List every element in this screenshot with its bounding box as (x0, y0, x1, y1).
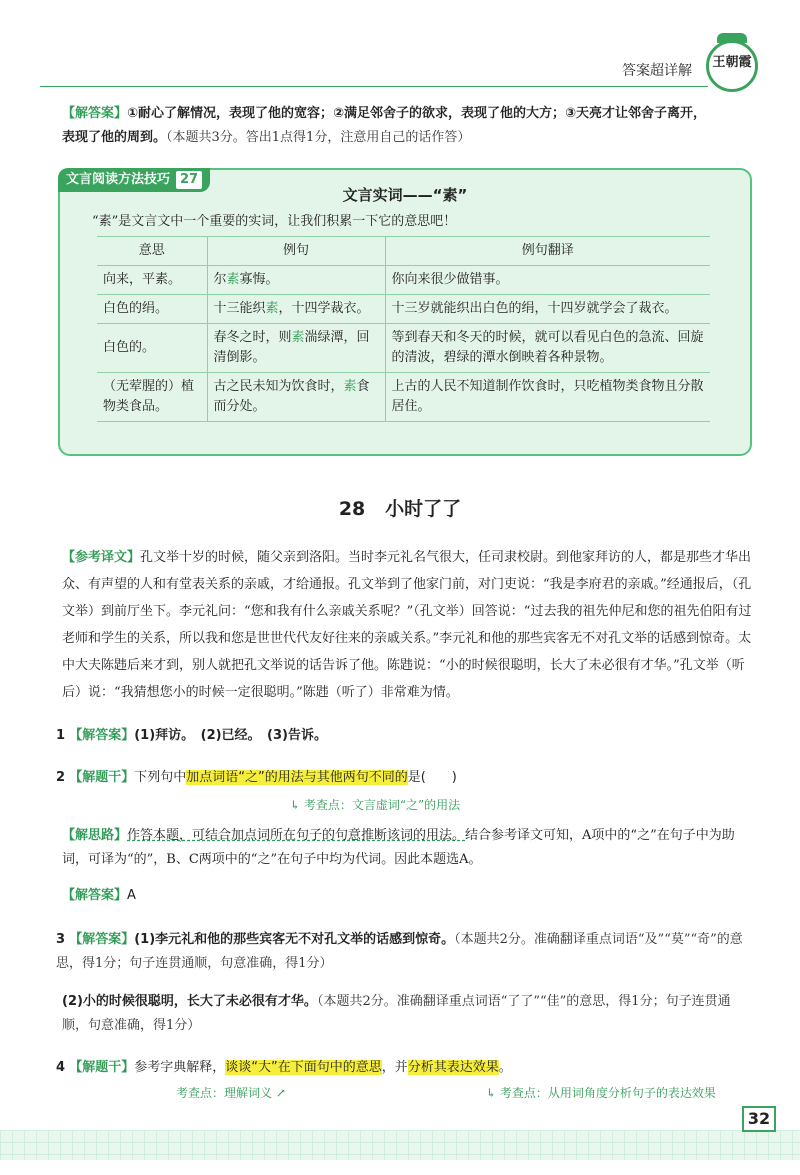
q1-number: 1 (56, 728, 66, 743)
header-divider (40, 86, 708, 87)
q2-pre: 下列句中 (134, 770, 187, 785)
q4-number: 4 (56, 1060, 66, 1075)
q2-annotation-text: 考查点：文言虚词“之”的用法 (303, 798, 461, 812)
tips-table (97, 236, 710, 422)
q2-answer-tag: 【解答案】 (62, 888, 128, 903)
annotation-arrow-icon: ↳ (290, 798, 304, 812)
q2-annotation (290, 796, 460, 813)
translation-text: 孔文举十岁的时候，随父亲到洛阳。当时李元礼名气很大，任司隶校尉。到他家拜访的人，都是那些才华出众、有声望的人和有堂表关系的亲戚，才给通报。孔文举到了他家门前，对门吏说：“我是李府君的亲戚。”经通报后，（孔文举）到前厅坐下。李元礼问：“您和我有什么亲戚关系呢？”（孔文举）回答说：“过去我的祖先仲尼和您的祖先伯阳有过老师和学生的关系，所以我和您是世世代代友好往来的亲戚关系。”李元礼和他的那些宾客无不对孔文举的话感到惊奇。太中大夫陈韪后来才到，别人就把孔文举说的话告诉了他。陈韪说：“小的时候很聪明，长大了未必很有才华。”孔文举（听后）说：“我猜想您小的时候一定很聪明。”陈韪（听了）非常难为情。 (62, 550, 752, 700)
header-title: 答案超详解 (622, 63, 692, 79)
q2-answer-value: A (127, 888, 136, 903)
q2-post: 是( ) (407, 770, 457, 785)
q4-post: 。 (498, 1060, 512, 1075)
prev-answer-text: ①耐心了解情况，表现了他的宽容；②满足邻舍子的欲求，表现了他的大方；③天亮才让邻舍子离开， (127, 106, 707, 121)
example-text: 古之民未知为饮食时， (213, 379, 344, 394)
row-translation: 等到春天和冬天的时候，就可以看见白色的急流、回旋的清波，碧绿的潭水倒映着各种景物。 (385, 324, 710, 373)
row-example (207, 324, 385, 373)
row-translation: 上古的人民不知道制作饮食时，只吃植物类食物且分散居住。 (385, 373, 710, 422)
tips-table-header (97, 237, 710, 266)
row-example (207, 295, 385, 324)
example-text: 十三能织 (213, 301, 266, 316)
tips-tab-number: 27 (176, 171, 202, 189)
question-2 (56, 766, 746, 790)
q4-mid: ，并 (381, 1060, 408, 1075)
q1-tag: 【解答案】 (69, 728, 135, 743)
question-1 (56, 724, 746, 748)
q4-annotation-2-text: 考查点：从用词角度分析句子的表达效果 (499, 1086, 716, 1100)
question-3 (56, 928, 756, 976)
q4-tag: 【解题干】 (69, 1060, 135, 1075)
q3-tag: 【解答案】 (69, 932, 135, 947)
brand-logo (706, 40, 758, 92)
prev-answer (62, 102, 752, 150)
example-text: 尔 (213, 272, 227, 287)
q2-thought-underlined: 作答本题，可结合加点词所在句子的句意推断该词的用法。 (127, 828, 466, 843)
q2-highlight: 加点词语“之”的用法与其他两句不同的 (186, 770, 408, 785)
footer-grid-strip (0, 1130, 800, 1160)
row-meaning: 白色的绢。 (97, 295, 207, 324)
logo-text: 王朝霞 (712, 55, 752, 70)
example-text: 春冬之时，则 (213, 330, 292, 345)
tips-tab-label: 文言阅读方法技巧 (66, 172, 171, 187)
q4-highlight-1: 谈谈“大”在下面句中的意思 (225, 1060, 382, 1075)
example-keyword: 素 (291, 330, 305, 345)
tips-intro: “素”是文言文中一个重要的实词，让我们积累一下它的意思吧！ (92, 214, 457, 229)
q2-thought (62, 824, 752, 872)
q4-annotation-2 (486, 1084, 716, 1101)
q4-annotation-1 (176, 1084, 286, 1101)
col-header-translation: 例句翻译 (385, 237, 710, 266)
q2-number: 2 (56, 770, 66, 785)
row-example (207, 373, 385, 422)
prev-answer-note: （本题共3分。答出1点得1分，注意用自己的话作答） (166, 130, 471, 145)
annotation-arrow-icon: ↳ (486, 1086, 500, 1100)
tips-title: 文言实词——“素” (342, 186, 468, 204)
example-keyword: 素 (265, 301, 279, 316)
q2-thought-tag: 【解思路】 (62, 828, 128, 843)
q3-answer-1: (1)李元礼和他的那些宾客无不对孔文举的话感到惊奇。 (134, 932, 455, 947)
row-translation: 你向来很少做错事。 (385, 266, 710, 295)
section-title (0, 494, 800, 521)
q4-annotation-1-text: 考查点：理解词义 (176, 1086, 273, 1100)
prev-answer-tag: 【解答案】 (62, 106, 128, 121)
q2-tag: 【解题干】 (69, 770, 135, 785)
row-meaning: （无荤腥的）植物类食品。 (97, 373, 207, 422)
example-keyword: 素 (226, 272, 240, 287)
q4-highlight-2: 分析其表达效果 (407, 1060, 499, 1075)
q1-answer: (1)拜访。 (2)已经。 (3)告诉。 (134, 728, 327, 743)
q3-note-2: （本题共2分。准确翻译重点词语“了了”“佳”的意思，得1分；句子连贯通顺，句意准确，得1分） (62, 994, 731, 1033)
example-text: 湍绿潭，回清倒影。 (213, 330, 370, 365)
table-row (97, 324, 710, 373)
q4-pre: 参考字典解释， (134, 1060, 226, 1075)
q3-answer-2: (2)小的时候很聪明，长大了未必很有才华。 (62, 994, 317, 1009)
q3-number: 3 (56, 932, 66, 947)
example-text: ，十四学裁衣。 (278, 301, 370, 316)
col-header-example: 例句 (207, 237, 385, 266)
row-meaning: 白色的。 (97, 324, 207, 373)
page-number: 32 (742, 1106, 776, 1132)
col-header-meaning: 意思 (97, 237, 207, 266)
annotation-arrow-icon: ↗ (272, 1086, 286, 1100)
prev-answer-text2: 表现了他的周到。 (62, 130, 167, 145)
section-number: 28 (338, 498, 366, 520)
row-meaning: 向来，平素。 (97, 266, 207, 295)
q3-part-2 (62, 990, 752, 1038)
q2-answer (62, 884, 752, 908)
row-example (207, 266, 385, 295)
example-text: 寡悔。 (239, 272, 279, 287)
logo-cap-shape (717, 33, 747, 43)
example-keyword: 素 (343, 379, 357, 394)
example-text: 食而分处。 (213, 379, 370, 414)
row-translation: 十三岁就能织出白色的绢，十四岁就学会了裁衣。 (385, 295, 710, 324)
table-row (97, 373, 710, 422)
translation-tag: 【参考译文】 (62, 550, 141, 565)
q3-note-1: （本题共2分。准确翻译重点词语“及”“莫”“奇”的意思，得1分；句子连贯通顺，句意准确，得1分） (56, 932, 743, 971)
section-name: 小时了了 (385, 498, 462, 520)
reference-translation (62, 544, 752, 706)
table-row (97, 266, 710, 295)
q2-thought-rest: 结合参考译文可知，A项中的“之”在句子中为助词，可译为“的”，B、C两项中的“之”在句子中均为代词。因此本题选A。 (62, 828, 735, 867)
question-4 (56, 1056, 746, 1080)
table-row (97, 295, 710, 324)
